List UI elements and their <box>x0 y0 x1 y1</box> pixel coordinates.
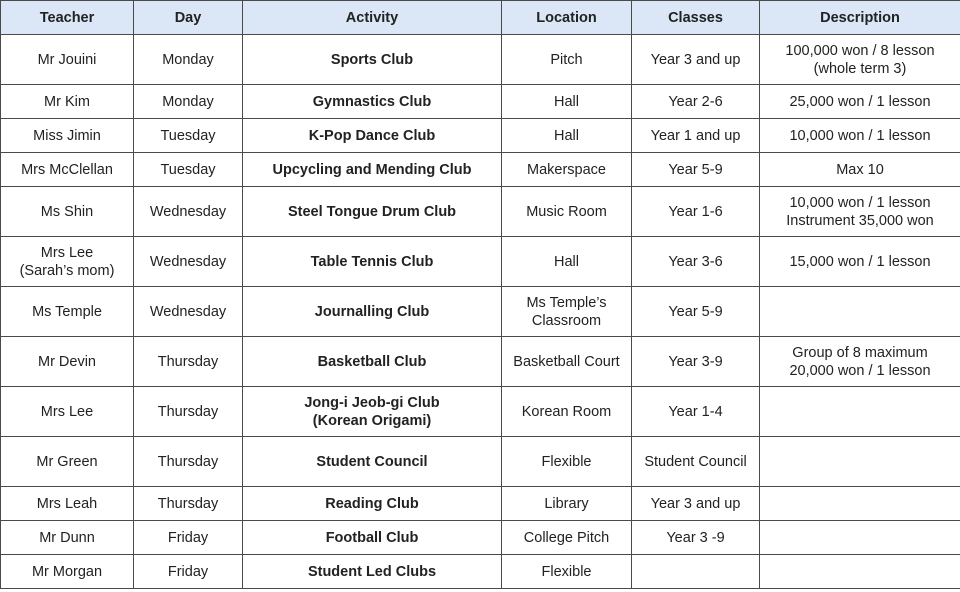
cell-description <box>760 287 960 337</box>
cell-day: Wednesday <box>134 187 243 237</box>
cell-description <box>760 387 960 437</box>
cell-day: Friday <box>134 555 243 589</box>
cell-day: Thursday <box>134 437 243 487</box>
table-row <box>1 237 960 287</box>
cell-location: Korean Room <box>502 387 632 437</box>
table-row <box>1 337 960 387</box>
cell-day: Monday <box>134 35 243 85</box>
cell-location: Library <box>502 487 632 521</box>
cell-day: Tuesday <box>134 153 243 187</box>
table-row <box>1 555 960 589</box>
cell-day: Wednesday <box>134 287 243 337</box>
cell-description: 15,000 won / 1 lesson <box>760 237 960 287</box>
cell-classes: Year 5-9 <box>632 153 760 187</box>
header-teacher: Teacher <box>1 1 134 35</box>
cell-description: 10,000 won / 1 lesson Instrument 35,000 won <box>760 187 960 237</box>
cell-teacher: Mrs Lee (Sarah’s mom) <box>1 237 134 287</box>
cell-classes: Year 5-9 <box>632 287 760 337</box>
cell-description: Max 10 <box>760 153 960 187</box>
table-row <box>1 487 960 521</box>
cell-description <box>760 521 960 555</box>
cell-classes: Year 3 -9 <box>632 521 760 555</box>
cell-teacher: Mr Devin <box>1 337 134 387</box>
cell-classes: Year 1-6 <box>632 187 760 237</box>
cell-teacher: Mr Dunn <box>1 521 134 555</box>
table-row <box>1 521 960 555</box>
cell-location: Pitch <box>502 35 632 85</box>
header-classes: Classes <box>632 1 760 35</box>
cell-activity: Table Tennis Club <box>243 237 502 287</box>
cell-activity: Basketball Club <box>243 337 502 387</box>
cell-activity: Jong-i Jeob-gi Club (Korean Origami) <box>243 387 502 437</box>
cell-teacher: Mr Green <box>1 437 134 487</box>
cell-teacher: Mr Kim <box>1 85 134 119</box>
cell-teacher: Ms Temple <box>1 287 134 337</box>
cell-day: Monday <box>134 85 243 119</box>
cell-teacher: Mrs Lee <box>1 387 134 437</box>
table-row <box>1 387 960 437</box>
table-row <box>1 85 960 119</box>
cell-location: Makerspace <box>502 153 632 187</box>
cell-classes: Year 3 and up <box>632 35 760 85</box>
cell-teacher: Mrs Leah <box>1 487 134 521</box>
cell-classes: Year 3 and up <box>632 487 760 521</box>
table-body <box>1 35 960 589</box>
cell-classes: Year 3-9 <box>632 337 760 387</box>
cell-day: Wednesday <box>134 237 243 287</box>
cell-activity: Football Club <box>243 521 502 555</box>
table-row <box>1 287 960 337</box>
cell-activity: Reading Club <box>243 487 502 521</box>
cell-day: Thursday <box>134 337 243 387</box>
cell-description: Group of 8 maximum 20,000 won / 1 lesson <box>760 337 960 387</box>
cell-classes: Year 2-6 <box>632 85 760 119</box>
cell-location: Flexible <box>502 437 632 487</box>
cell-teacher: Mr Morgan <box>1 555 134 589</box>
header-row <box>1 1 960 35</box>
cell-location: Ms Temple’s Classroom <box>502 287 632 337</box>
cell-teacher: Mrs McClellan <box>1 153 134 187</box>
cell-activity: Student Council <box>243 437 502 487</box>
cell-description <box>760 555 960 589</box>
cell-description <box>760 487 960 521</box>
table-row <box>1 119 960 153</box>
table-row <box>1 437 960 487</box>
cell-description: 25,000 won / 1 lesson <box>760 85 960 119</box>
header-description: Description <box>760 1 960 35</box>
cell-location: College Pitch <box>502 521 632 555</box>
cell-classes: Student Council <box>632 437 760 487</box>
cell-location: Music Room <box>502 187 632 237</box>
cell-location: Hall <box>502 237 632 287</box>
cell-teacher: Mr Jouini <box>1 35 134 85</box>
cell-activity: Journalling Club <box>243 287 502 337</box>
cell-day: Thursday <box>134 487 243 521</box>
cell-description: 100,000 won / 8 lesson (whole term 3) <box>760 35 960 85</box>
cell-description: 10,000 won / 1 lesson <box>760 119 960 153</box>
cell-classes: Year 1-4 <box>632 387 760 437</box>
cell-description <box>760 437 960 487</box>
cell-activity: Gymnastics Club <box>243 85 502 119</box>
cell-location: Hall <box>502 85 632 119</box>
cell-activity: Upcycling and Mending Club <box>243 153 502 187</box>
header-location: Location <box>502 1 632 35</box>
cell-activity: Steel Tongue Drum Club <box>243 187 502 237</box>
cell-day: Thursday <box>134 387 243 437</box>
cell-location: Hall <box>502 119 632 153</box>
header-day: Day <box>134 1 243 35</box>
cell-activity: K-Pop Dance Club <box>243 119 502 153</box>
cell-day: Tuesday <box>134 119 243 153</box>
cell-teacher: Miss Jimin <box>1 119 134 153</box>
cell-classes: Year 3-6 <box>632 237 760 287</box>
cell-teacher: Ms Shin <box>1 187 134 237</box>
header-activity: Activity <box>243 1 502 35</box>
table-row <box>1 187 960 237</box>
cell-activity: Student Led Clubs <box>243 555 502 589</box>
cell-classes: Year 1 and up <box>632 119 760 153</box>
cell-day: Friday <box>134 521 243 555</box>
table-row <box>1 35 960 85</box>
cell-location: Flexible <box>502 555 632 589</box>
cell-location: Basketball Court <box>502 337 632 387</box>
table-row <box>1 153 960 187</box>
cell-activity: Sports Club <box>243 35 502 85</box>
cell-classes <box>632 555 760 589</box>
